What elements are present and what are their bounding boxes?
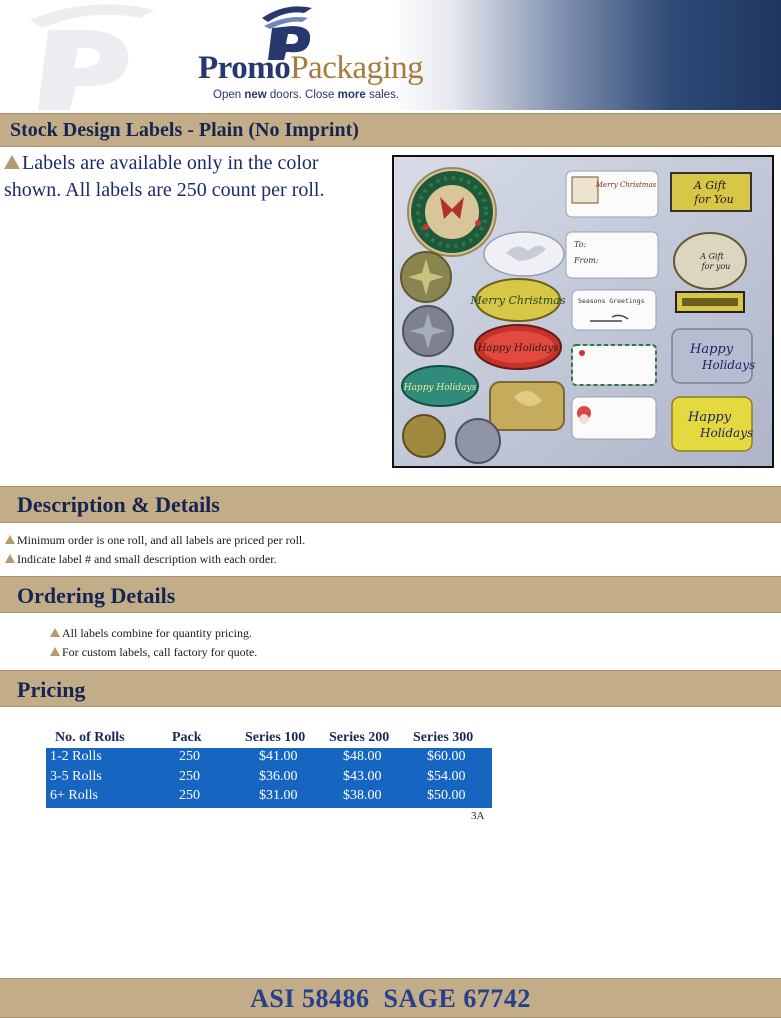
tagline-part: sales. <box>365 89 400 101</box>
table-cell: $54.00 <box>427 768 466 784</box>
tag-to-text: To: <box>574 240 587 249</box>
bronze-seal-icon <box>403 415 445 457</box>
silver-happy-holidays-label-icon <box>672 329 755 383</box>
column-header: Series 100 <box>245 730 306 745</box>
tagline-bold: more <box>337 89 366 101</box>
ordering-item <box>50 626 252 641</box>
product-photo <box>392 155 774 468</box>
table-cell: $36.00 <box>259 768 298 784</box>
column-header: Series 300 <box>413 730 474 745</box>
column-header: No. of Rolls <box>55 730 125 745</box>
ordering-heading: Ordering Details <box>17 583 176 608</box>
table-row <box>46 787 492 807</box>
table-cell: $38.00 <box>343 788 382 803</box>
tagline <box>213 89 399 101</box>
tagline-part: Open <box>213 89 245 101</box>
ordering-item-text: All labels combine for quantity pricing. <box>62 626 252 640</box>
asi-number: ASI 58486 <box>250 984 370 1013</box>
dove-label-icon <box>484 232 564 276</box>
svg-text:Happy Holidays: Happy Holidays <box>477 343 559 354</box>
table-cell: $41.00 <box>259 749 298 764</box>
table-cell: 3-5 Rolls <box>50 768 102 784</box>
column-header: Pack <box>172 730 202 745</box>
red-happy-holidays-label-icon <box>475 325 561 369</box>
merry-christmas-text: Merry Christmas <box>470 294 566 307</box>
description-item <box>5 533 305 548</box>
section-title: Stock Design Labels - Plain (No Imprint) <box>10 119 359 141</box>
table-cell: $60.00 <box>427 749 466 764</box>
gold-holly-label-icon <box>490 382 564 430</box>
footer-bar <box>0 978 781 1018</box>
intro-text <box>4 150 374 204</box>
tag-to-from-icon <box>566 232 658 278</box>
description-item <box>5 552 277 567</box>
table-cell: 250 <box>179 749 200 764</box>
table-row <box>46 768 492 788</box>
table-cell: $31.00 <box>259 788 298 803</box>
description-bar <box>0 486 781 523</box>
triangle-bullet-icon <box>4 155 20 169</box>
oval-gift-label-icon <box>674 233 746 289</box>
tag-from-text: From: <box>574 256 599 265</box>
table-cell: 1-2 Rolls <box>50 749 102 764</box>
happy-text-1: Happy <box>690 342 734 357</box>
brand-packaging: Packaging <box>290 50 424 86</box>
triangle-bullet-icon <box>50 628 60 637</box>
gift-text-1: A Gift <box>693 179 727 192</box>
column-header: Series 200 <box>329 730 390 745</box>
gift-text-2: for You <box>694 193 734 206</box>
svg-text:Merry Christmas: Merry Christmas <box>595 181 657 189</box>
table-cell: 250 <box>179 768 200 784</box>
svg-text:Happy Holidays: Happy Holidays <box>403 383 477 393</box>
silver-seal-icon <box>403 306 453 356</box>
table-cell: $43.00 <box>343 768 382 784</box>
teal-happy-holidays-label-icon <box>402 366 478 406</box>
happy-text-2: Happy <box>688 410 732 425</box>
table-body <box>46 748 492 808</box>
tag-santa-icon <box>572 397 656 439</box>
svg-text:A Gift: A Gift <box>700 252 724 261</box>
table-header-row <box>46 728 492 748</box>
table-cell: 250 <box>179 788 200 803</box>
page-header <box>0 0 781 110</box>
labels-photo-illustration <box>394 157 772 466</box>
pricing-table <box>46 728 492 808</box>
a-gift-for-you-label-icon <box>671 173 751 211</box>
small-gold-label-icon <box>676 292 744 312</box>
footer-ids <box>0 984 781 1014</box>
wreath-label-icon <box>408 168 496 256</box>
tagline-part: doors. Close <box>266 89 338 101</box>
yellow-happy-holidays-label-icon <box>672 397 753 451</box>
brand-promo: Promo <box>198 50 291 86</box>
sage-number: SAGE 67742 <box>383 984 531 1013</box>
holidays-text-2: Holidays <box>700 426 754 440</box>
triangle-bullet-icon <box>5 554 15 563</box>
holidays-text-1: Holidays <box>702 358 756 372</box>
svg-text:for you: for you <box>701 262 731 271</box>
pewter-seal-icon <box>456 419 500 463</box>
page-code: 3A <box>471 810 485 822</box>
pricing-heading: Pricing <box>17 677 86 702</box>
pricing-bar <box>0 670 781 707</box>
gold-seal-icon <box>401 252 451 302</box>
ordering-item <box>50 645 257 660</box>
table-cell: 6+ Rolls <box>50 788 98 803</box>
ordering-bar <box>0 576 781 613</box>
description-heading: Description & Details <box>17 492 220 517</box>
brand-name <box>198 50 423 86</box>
ordering-item-text: For custom labels, call factory for quote. <box>62 645 258 659</box>
description-item-text: Minimum order is one roll, and all labels are priced per roll. <box>17 533 306 547</box>
faded-logo-icon <box>20 0 170 110</box>
intro-copy: Labels are available only in the color shown. All labels are 250 count per roll. <box>4 152 325 201</box>
section-title-bar <box>0 113 781 147</box>
table-cell: $48.00 <box>343 749 382 764</box>
tag-house-icon <box>566 171 658 217</box>
tag-seasons-icon <box>572 290 656 330</box>
description-item-text: Indicate label # and small description with each order. <box>17 552 277 566</box>
table-row <box>46 748 492 768</box>
tag-holly-icon <box>572 345 656 385</box>
triangle-bullet-icon <box>5 535 15 544</box>
tag-seasons-text: Seasons Greetings <box>578 297 645 305</box>
triangle-bullet-icon <box>50 647 60 656</box>
table-cell: $50.00 <box>427 788 466 803</box>
tagline-bold: new <box>244 89 267 101</box>
